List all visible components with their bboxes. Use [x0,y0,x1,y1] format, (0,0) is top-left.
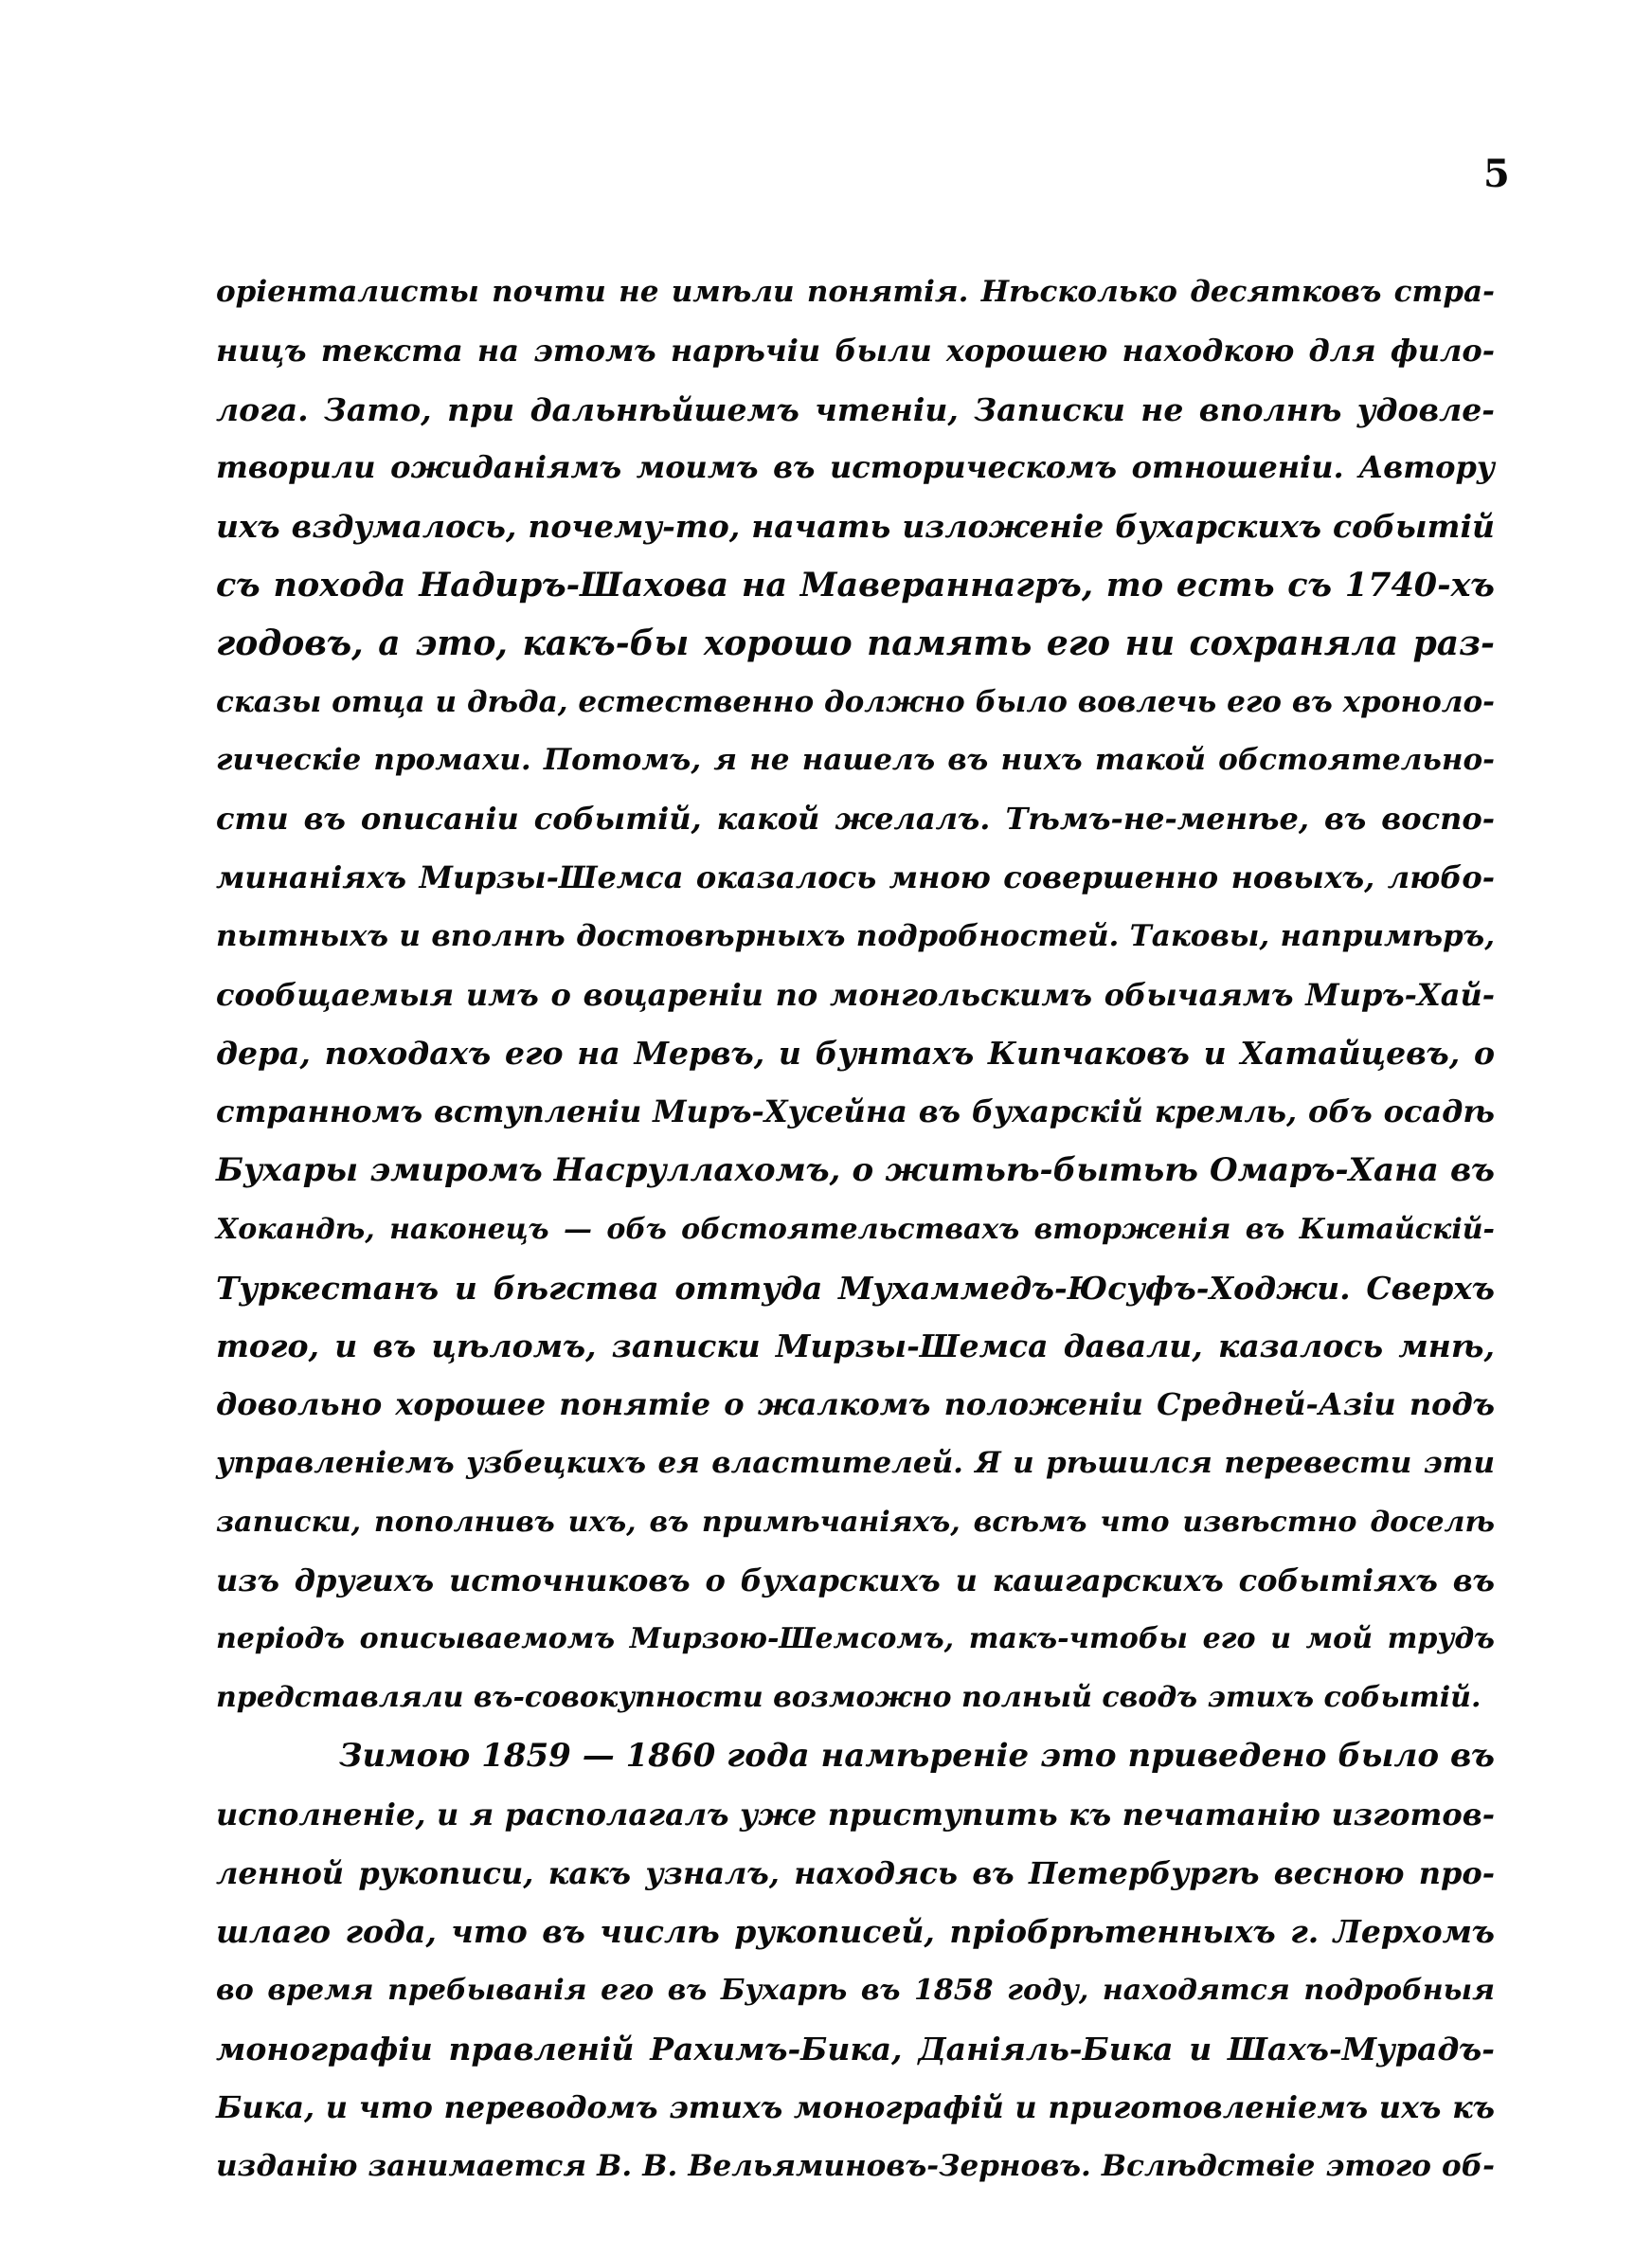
text-line: изъ другихъ источниковъ о бухарскихъ и кашгарскихъ событіяхъ въ [216,1562,1495,1598]
text-line: гическіе промахи. Потомъ, я не нашелъ въ нихъ такой обстоятельно- [216,743,1495,778]
text-line: оріенталисты почти не имѣли понятія. Нѣсколько десятковъ стра- [216,275,1495,309]
text-line: исполненіе, и я располагалъ уже приступить къ печатанію изготов- [216,1796,1495,1833]
text-line: ленной рукописи, какъ узналъ, находясь въ Петербургѣ весною про- [216,1854,1495,1891]
text-line: шлаго года, что въ числѣ рукописей, пріобрѣтенныхъ г. Лерхомъ [216,1913,1495,1951]
text-line: во время пребыванія его въ Бухарѣ въ 1858 году, находятся подробныя [216,1974,1495,2008]
text-line: дера, походахъ его на Мервъ, и бунтахъ Кипчаковъ и Хатайцевъ, о [216,1035,1495,1073]
body-text [216,263,1495,2195]
paragraph-end-line: представляли въ-совокупности возможно полный сводъ этихъ событій. [216,1681,1481,1715]
text-line: того, и въ цѣломъ, записки Мирзы-Шемса давали, казалось мнѣ, [216,1327,1495,1365]
text-line: Туркестанъ и бѣгства оттуда Мухаммедъ-Юсуфъ-Ходжи. Сверхъ [216,1269,1495,1307]
text-line: монографіи правленій Рахимъ-Бика, Даніяль-Бика и Шахъ-Мурадъ- [216,2030,1495,2067]
text-line: съ похода Надиръ-Шахова на Мавераннагръ, то есть съ 1740-хъ [216,565,1495,605]
text-line: сообщаемыя имъ о воцареніи по монгольскимъ обычаямъ Миръ-Хай- [216,976,1495,1013]
text-line: управленіемъ узбецкихъ ея властителей. Я и рѣшился перевести эти [216,1445,1495,1480]
text-line: ихъ вздумалось, почему-то, начать изложеніе бухарскихъ событій [216,508,1495,546]
text-line: годовъ, а это, какъ-бы хорошо память его ни сохраняла раз- [216,623,1495,663]
text-line: періодъ описываемомъ Мирзою-Шемсомъ, такъ-чтобы его и мой трудъ [216,1622,1495,1656]
text-line: ницъ текста на этомъ нарѣчіи были хорошею находкою для фило- [216,332,1495,369]
text-line: довольно хорошее понятіе о жалкомъ положеніи Средней-Азіи подъ [216,1386,1495,1423]
text-line: сти въ описаніи событій, какой желалъ. Тѣмъ-не-менѣе, въ воспо- [216,801,1495,838]
text-line: творили ожиданіямъ моимъ въ историческомъ отношеніи. Автору [216,449,1495,486]
text-line: лога. Зато, при дальнѣйшемъ чтеніи, Записки не вполнѣ удовле- [216,390,1495,428]
text-line: записки, пополнивъ ихъ, въ примѣчаніяхъ, всѣмъ что извѣстно доселѣ [216,1505,1495,1539]
text-line: Бухары эмиромъ Насруллахомъ, о житьѣ-бытьѣ Омаръ-Хана въ [216,1150,1495,1189]
text-line: Хокандѣ, наконецъ — объ обстоятельствахъ вторженія въ Китайскій- [216,1212,1495,1246]
page-number: 5 [1483,152,1510,196]
text-line: Бика, и что переводомъ этихъ монографій и приготовленіемъ ихъ къ [216,2088,1495,2125]
paragraph-first-line: Зимою 1859 — 1860 года намѣреніе это приведено было въ [339,1736,1495,1775]
text-line: пытныхъ и вполнѣ достовѣрныхъ подробностей. Таковы, напримѣръ, [216,918,1495,953]
text-line: сказы отца и дѣда, естественно должно было вовлечь его въ хроноло- [216,684,1495,719]
text-line: странномъ вступленіи Миръ-Хусейна въ бухарскій кремль, объ осадѣ [216,1093,1495,1130]
text-line: минаніяхъ Мирзы-Шемса оказалось мною совершенно новыхъ, любо- [216,858,1495,895]
text-line: изданію занимается В. В. Вельяминовъ-Зерновъ. Вслѣдствіе этого об- [216,2148,1495,2183]
